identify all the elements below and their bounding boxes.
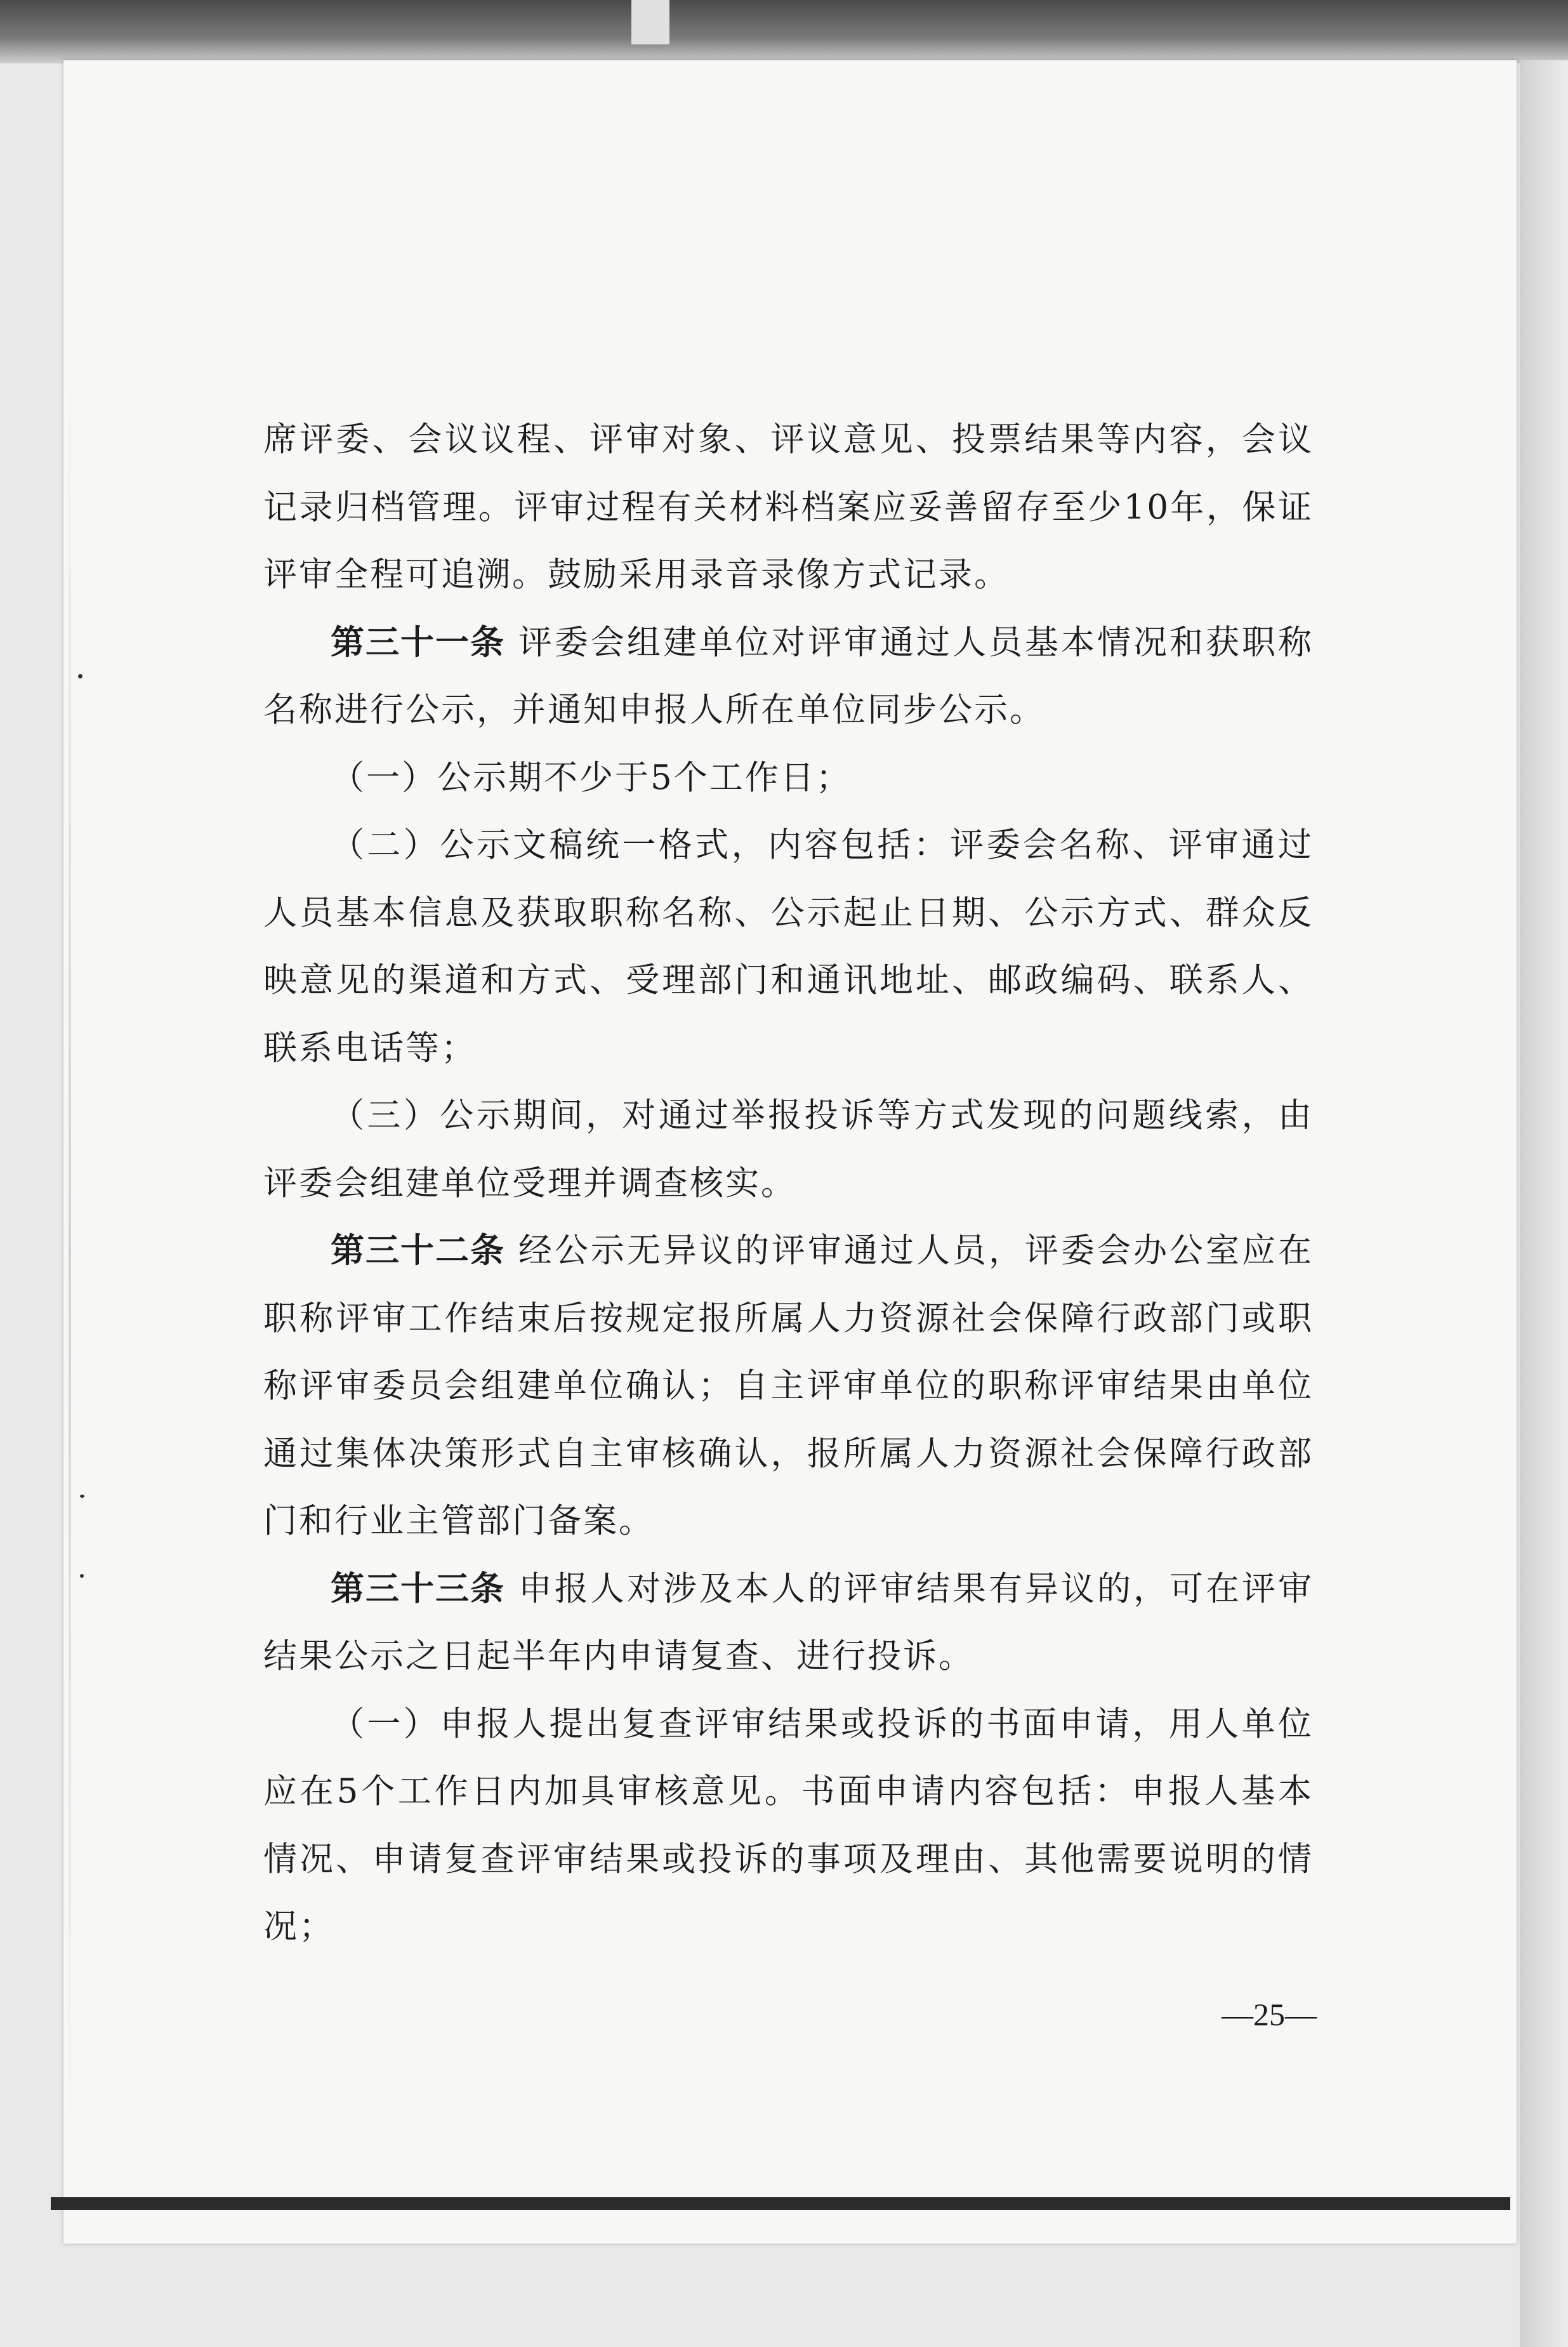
scan-bottom-rule xyxy=(51,2197,1510,2210)
paragraph-item-1b: （一）申报人提出复查评审结果或投诉的书面申请，用人单位应在5个工作日内加具审核意见。书面申请内容包括：申报人基本情况、申请复查评审结果或投诉的事项及理由、其他需要说明的情况； xyxy=(263,1704,1314,1946)
scan-top-notch xyxy=(631,0,669,44)
paragraph-p1: 席评委、会议议程、评审对象、评议意见、投票结果等内容，会议记录归档管理。评审过程有关材料档案应妥善留存至少10年，保证评审全程可追溯。鼓励采用录音录像方式记录。 xyxy=(263,420,1314,594)
scan-top-shadow xyxy=(0,0,1568,63)
paragraph-article-32: 第三十二条 经公示无异议的评审通过人员，评委会办公室应在职称评审工作结束后按规定报所属人力资源社会保障行政部门或职称评审委员会组建单位确认；自主评审单位的职称评审结果由单位通过集体决策形式自主审核确认，报所属人力资源社会保障行政部门和行业主管部门备案。 xyxy=(263,1231,1314,1540)
page-number: —25— xyxy=(1222,1997,1317,2032)
scan-speck xyxy=(80,1574,84,1578)
document-body xyxy=(263,406,1314,1961)
scan-right-edge xyxy=(1520,60,1568,2347)
article-title: 第三十一条 xyxy=(331,623,506,662)
paragraph-item-3: （三）公示期间，对通过举报投诉等方式发现的问题线索，由评委会组建单位受理并调查核实。 xyxy=(263,1096,1314,1203)
scan-speck xyxy=(80,1495,84,1498)
page-fold-shadow xyxy=(69,330,71,2171)
article-title: 第三十三条 xyxy=(331,1569,506,1608)
paragraph-item-2: （二）公示文稿统一格式，内容包括：评委会名称、评审通过人员基本信息及获取职称名称、公示起止日期、公示方式、群众反映意见的渠道和方式、受理部门和通讯地址、邮政编码、联系人、联系电话等； xyxy=(263,826,1314,1068)
article-title: 第三十二条 xyxy=(331,1231,506,1270)
paragraph-article-31: 第三十一条 评委会组建单位对评审通过人员基本情况和获职称名称进行公示，并通知申报人所在单位同步公示。 xyxy=(263,623,1314,729)
paragraph-article-33: 第三十三条 申报人对涉及本人的评审结果有异议的，可在评审结果公示之日起半年内申请复查、进行投诉。 xyxy=(263,1569,1314,1676)
scan-speck xyxy=(78,674,82,678)
paragraph-item-1: （一）公示期不少于5个工作日； xyxy=(331,758,852,797)
